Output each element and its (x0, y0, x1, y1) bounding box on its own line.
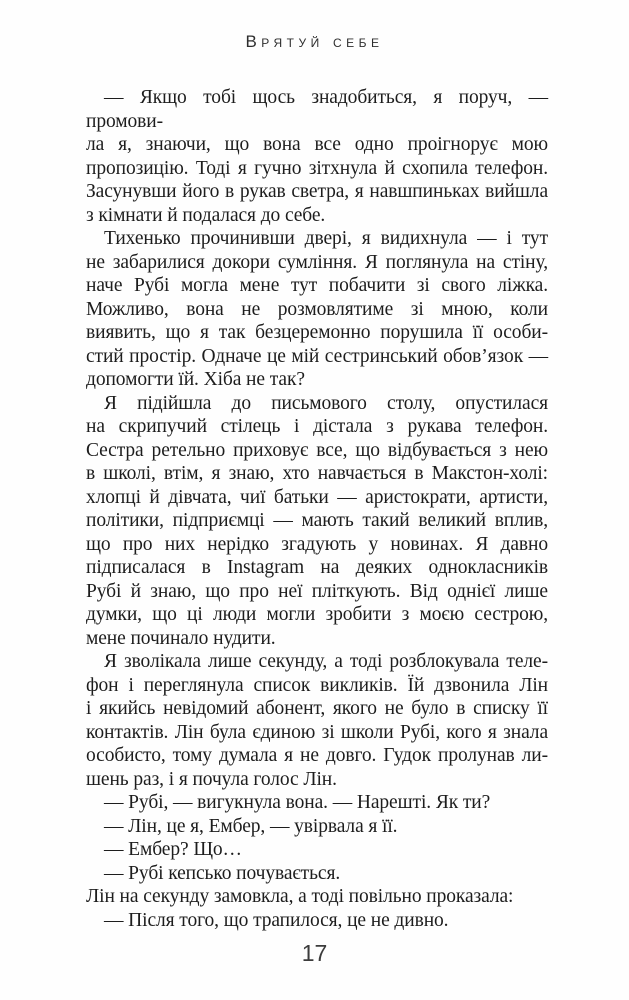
text-line: ла я, знаючи, що вона все одно проігнорує мою (86, 134, 548, 155)
body-text (86, 86, 548, 932)
text-line: думки, що ці люди могли зробити з моєю сестрою, (86, 604, 548, 625)
text-line: не забарилися докори сумління. Я поглянула на стіну, (86, 251, 548, 273)
text-line: і якийсь невідомий абонент, якого не було в списку її (86, 698, 548, 719)
text-line: з кімнати й подалася до себе. (86, 204, 326, 226)
text-line: пропозицію. Тоді я гучно зітхнула й схопила телефон. (86, 157, 548, 179)
text-line: — Якщо тобі щось знадобиться, я поруч, — промови- (86, 87, 548, 132)
text-line: шень раз, і я почула голос Лін. (86, 768, 337, 790)
text-line: Рубі й знаю, що про неї пліткують. Від однієї лише (86, 580, 548, 602)
text-line: контактів. Лін була єдиною зі школи Рубі, кого я знала (86, 721, 548, 743)
page-number: 17 (301, 940, 328, 966)
text-line: — Рубі кепсько почувається. (104, 862, 341, 884)
text-line: Тихенько прочинивши двері, я видихнула — і тут (104, 228, 548, 249)
text-line: стий простір. Одначе це мій сестринський обов’язок — (86, 345, 548, 367)
text-line: Лін на секунду замовкла, а тоді повільно проказала: (86, 886, 514, 907)
text-line: в школі, втім, я знаю, хто навчається в Макстон-холі: (86, 463, 548, 484)
running-header: Врятуй себе (245, 32, 384, 51)
text-line: мене починало нудити. (86, 627, 276, 649)
text-line: Можливо, вона не розмовлятиме зі мною, коли (86, 298, 548, 320)
text-line: — Лін, це я, Ембер, — увірвала я її. (104, 815, 398, 837)
text-line: що про них нерідко згадують у новинах. Я давно (86, 533, 548, 555)
text-line: Я підійшла до письмового столу, опустилася (104, 392, 548, 414)
text-line: фон і переглянула список викликів. Їй дзвонила Лін (86, 674, 548, 696)
text-line: на скрипучий стілець і дістала з рукава телефон. (86, 416, 548, 437)
text-line: підписалася в Instagram на деяких однокласників (86, 557, 548, 578)
text-line: — Після того, що трапилося, це не дивно. (104, 909, 449, 931)
text-line: наче Рубі могла мене тут побачити зі свого ліжка. (86, 275, 548, 296)
text-line: — Рубі, — вигукнула вона. — Нарешті. Як ти? (104, 792, 491, 813)
text-line: політики, підприємці — мають такий великий вплив, (86, 510, 548, 531)
text-line: виявить, що я так безцеремонно порушила її особи- (86, 322, 548, 343)
text-line: особисто, тому думала я не довго. Гудок пролунав ли- (86, 745, 548, 766)
text-line: хлопці й дівчата, чиї батьки — аристократи, артисти, (86, 486, 548, 508)
text-line: допомогти їй. Хіба не так? (86, 369, 305, 390)
text-line: Засунувши його в рукав светра, я навшпиньках вийшла (86, 181, 548, 202)
text-line: Я зволікала лише секунду, а тоді розблокувала теле- (104, 651, 548, 672)
text-line: Сестра ретельно приховує все, що відбувається з нею (86, 439, 548, 461)
text-line: — Ембер? Що… (104, 839, 242, 860)
